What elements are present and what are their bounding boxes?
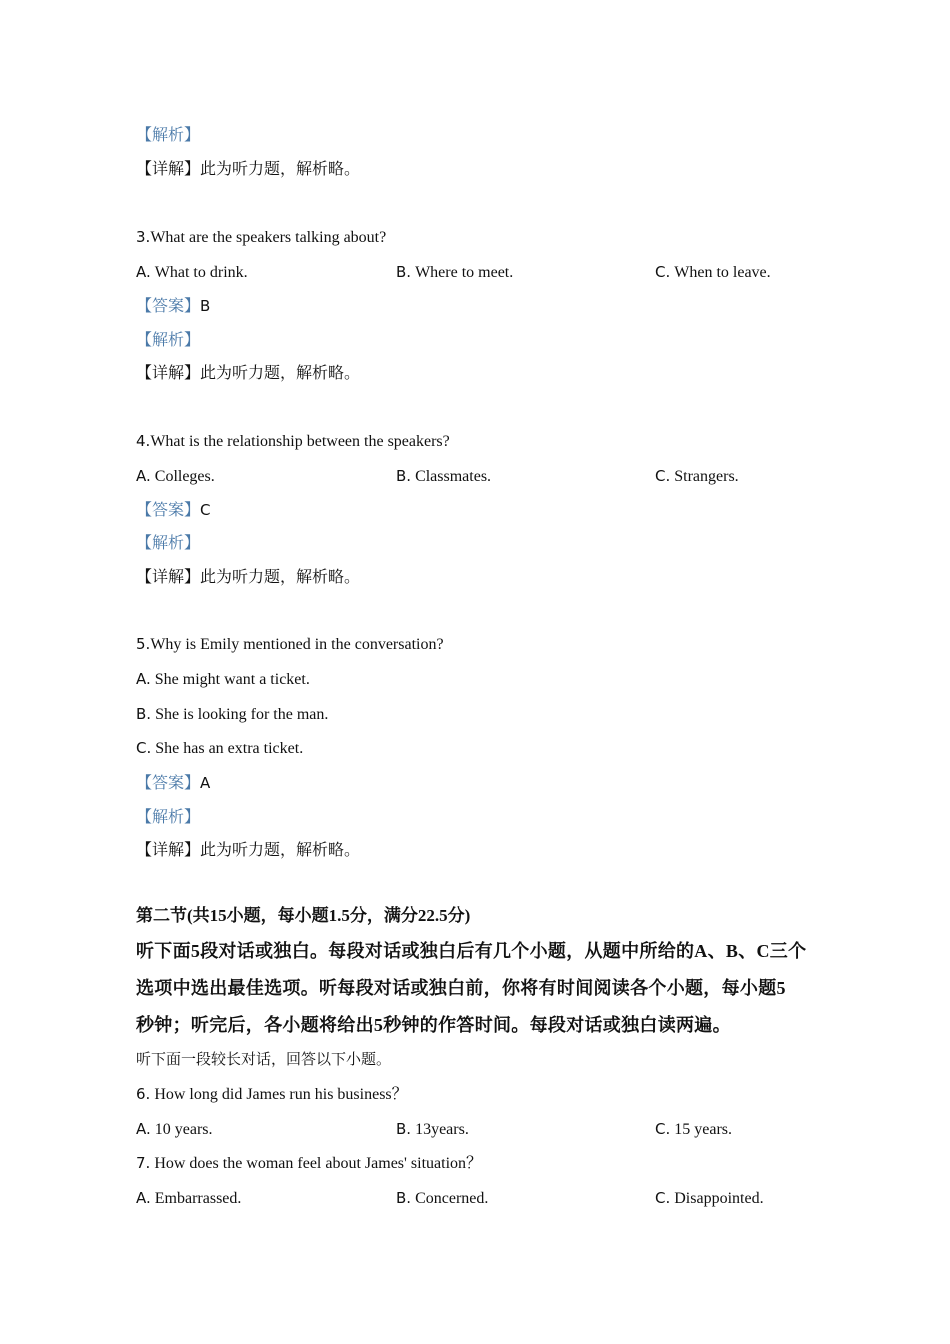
question-stem: How does the woman feel about James' situation？ [154,1155,483,1172]
question-stem: What are the speakers talking about? [150,229,387,246]
answer-value: A [200,774,211,792]
option-a: A. She might want a ticket. [136,670,310,688]
analysis-label: 【解析】 [136,332,201,349]
question-7 [136,1153,482,1174]
option-b: B. Classmates. [396,467,492,485]
question-stem: Why is Emily mentioned in the conversation? [150,636,444,653]
option-a: A. Colleges. [136,467,215,485]
detail-label: 【详解】 [136,161,201,178]
option-b: B. 13years. [396,1120,469,1138]
instruction-line: 选项中选出最佳选项。听每段对话或独白前，你将有时间阅读各个小题，每小题5 [136,978,786,998]
question-number: 3. [136,228,151,246]
answer-value: B [200,297,211,315]
analysis-label: 【解析】 [136,809,201,826]
option-c: C. 15 years. [655,1120,733,1138]
question-stem: How long did James run his business？ [154,1086,408,1103]
analysis-label: 【解析】 [136,127,201,144]
answer-label: 【答案】 [136,775,201,792]
detail-label: 【详解】 [136,365,201,382]
option-a: A. Embarrassed. [136,1189,242,1207]
detail-line [136,568,360,588]
question-stem: What is the relationship between the speakers? [150,433,450,450]
question-5 [136,634,444,655]
detail-text: 此为听力题，解析略。 [200,569,361,586]
option-c: C. She has an extra ticket. [136,739,304,757]
question-number: 6. [136,1085,151,1103]
instruction-line: 秒钟；听完后，各小题将给出5秒钟的作答时间。每段对话或独白读两遍。 [136,1015,731,1035]
answer-value: C [200,501,211,519]
detail-line [136,160,360,180]
option-c: C. Disappointed. [655,1189,764,1207]
option-b: B. She is looking for the man. [136,705,329,723]
detail-text: 此为听力题，解析略。 [200,161,361,178]
detail-line [136,364,360,384]
detail-line [136,841,360,861]
option-b: B. Where to meet. [396,263,514,281]
answer-line [136,773,210,794]
question-number: 5. [136,635,151,653]
answer-line [136,296,210,317]
section-title: 第二节(共15小题，每小题1.5分，满分22.5分) [136,906,471,925]
option-c: C. Strangers. [655,467,739,485]
question-6 [136,1084,408,1105]
analysis-label: 【解析】 [136,535,201,552]
answer-label: 【答案】 [136,298,201,315]
question-number: 7. [136,1154,151,1172]
option-b: B. Concerned. [396,1189,489,1207]
detail-label: 【详解】 [136,569,201,586]
answer-label: 【答案】 [136,502,201,519]
option-c: C. When to leave. [655,263,771,281]
instruction-line: 听下面5段对话或独白。每段对话或独白后有几个小题，从题中所给的A、B、C三个 [136,941,807,961]
detail-text: 此为听力题，解析略。 [200,842,361,859]
question-3 [136,227,386,248]
question-number: 4. [136,432,151,450]
listening-prompt: 听下面一段较长对话，回答以下小题。 [136,1052,392,1068]
option-a: A. 10 years. [136,1120,213,1138]
detail-text: 此为听力题，解析略。 [200,365,361,382]
detail-label: 【详解】 [136,842,201,859]
answer-line [136,500,211,521]
question-4 [136,431,450,452]
option-a: A. What to drink. [136,263,248,281]
